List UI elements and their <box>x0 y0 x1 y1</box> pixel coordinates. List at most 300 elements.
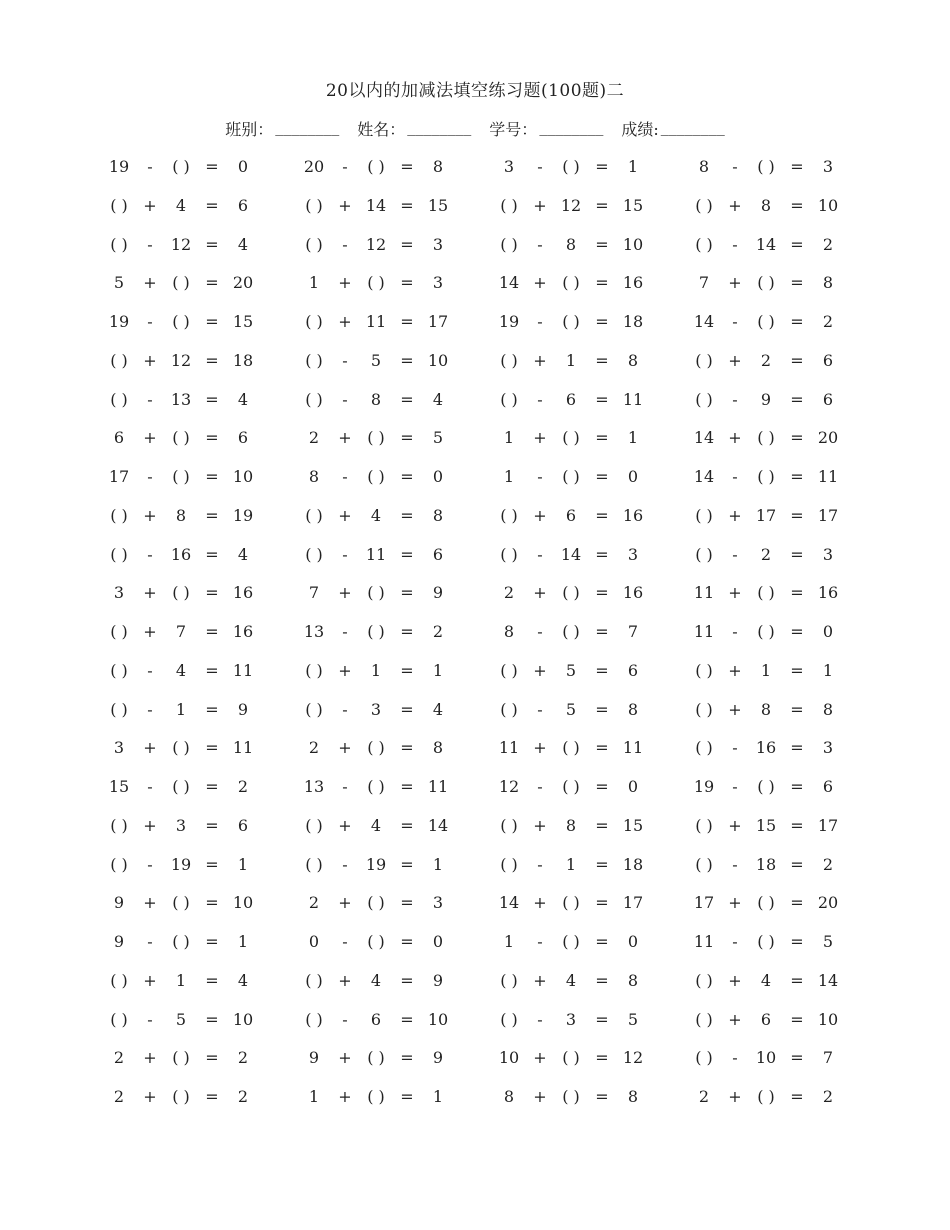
problem-first-term: 9 <box>308 1048 320 1068</box>
answer-blank[interactable]: ( ) <box>172 1087 190 1106</box>
problem-equals-sign: = <box>400 815 414 835</box>
problem-equals-sign: = <box>790 505 804 525</box>
answer-blank[interactable]: ( ) <box>172 312 190 331</box>
answer-blank[interactable]: ( ) <box>367 622 385 641</box>
answer-blank[interactable]: ( ) <box>305 970 323 990</box>
problem-result: 10 <box>232 467 254 486</box>
answer-blank[interactable]: ( ) <box>695 854 713 874</box>
problem-first-term: 11 <box>693 932 715 951</box>
answer-blank[interactable]: ( ) <box>305 699 323 719</box>
problem-equals-sign: = <box>595 1009 609 1029</box>
answer-blank[interactable]: ( ) <box>367 777 385 796</box>
problem-operator: + <box>728 350 742 370</box>
answer-blank[interactable]: ( ) <box>562 583 580 603</box>
score-blank[interactable]: ________ <box>660 117 725 136</box>
problem-operator: + <box>728 505 742 525</box>
problem-result: 0 <box>627 777 639 796</box>
problem-equals-sign: = <box>790 234 804 254</box>
problem-equals-sign: = <box>205 505 219 525</box>
problem-operator: - <box>342 622 348 641</box>
problem-second-term: 5 <box>565 660 577 680</box>
problem-equals-sign: = <box>400 932 414 951</box>
problem-result: 10 <box>427 350 449 370</box>
answer-blank[interactable]: ( ) <box>500 544 518 564</box>
problem-second-term: 1 <box>565 350 577 370</box>
problem-equals-sign: = <box>400 699 414 719</box>
answer-blank[interactable]: ( ) <box>367 738 385 758</box>
answer-blank[interactable]: ( ) <box>500 350 518 370</box>
answer-blank[interactable]: ( ) <box>110 350 128 370</box>
answer-blank[interactable]: ( ) <box>367 893 385 913</box>
problem-operator: - <box>147 234 153 254</box>
problem-operator: - <box>147 932 153 951</box>
problem-result: 17 <box>622 893 644 913</box>
answer-blank[interactable]: ( ) <box>500 970 518 990</box>
answer-blank[interactable]: ( ) <box>305 389 323 409</box>
answer-blank[interactable]: ( ) <box>562 157 580 176</box>
answer-blank[interactable]: ( ) <box>500 854 518 874</box>
problem-operator: + <box>728 195 742 215</box>
answer-blank[interactable]: ( ) <box>695 350 713 370</box>
answer-blank[interactable]: ( ) <box>695 815 713 835</box>
answer-blank[interactable]: ( ) <box>172 932 190 951</box>
problem-equals-sign: = <box>595 583 609 603</box>
problem-operator: + <box>728 970 742 990</box>
answer-blank[interactable]: ( ) <box>172 428 190 448</box>
problem-result: 3 <box>627 544 639 564</box>
problem-first-term: 14 <box>498 273 520 293</box>
answer-blank[interactable]: ( ) <box>172 583 190 603</box>
problem-operator: + <box>533 893 547 913</box>
problem-first-term: 0 <box>308 932 320 951</box>
problem-result: 8 <box>627 970 639 990</box>
problem-operator: - <box>537 932 543 951</box>
answer-blank[interactable]: ( ) <box>562 467 580 486</box>
answer-blank[interactable]: ( ) <box>367 428 385 448</box>
problem-second-term: 4 <box>370 505 382 525</box>
problem-first-term: 8 <box>503 1087 515 1106</box>
answer-blank[interactable]: ( ) <box>172 1048 190 1068</box>
problem-second-term: 8 <box>565 815 577 835</box>
problem-equals-sign: = <box>595 234 609 254</box>
problem-operator: - <box>732 622 738 641</box>
problem-equals-sign: = <box>790 195 804 215</box>
problem-operator: - <box>732 932 738 951</box>
problem-result: 1 <box>237 854 249 874</box>
problem-equals-sign: = <box>205 467 219 486</box>
class-blank[interactable]: ________ <box>275 117 340 136</box>
problem-equals-sign: = <box>400 234 414 254</box>
answer-blank[interactable]: ( ) <box>305 815 323 835</box>
problem-second-term: 8 <box>760 699 772 719</box>
answer-blank[interactable]: ( ) <box>695 544 713 564</box>
problem-second-term: 1 <box>565 854 577 874</box>
answer-blank[interactable]: ( ) <box>562 893 580 913</box>
answer-blank[interactable]: ( ) <box>110 234 128 254</box>
answer-blank[interactable]: ( ) <box>110 660 128 680</box>
problem-equals-sign: = <box>595 157 609 176</box>
problem-operator: - <box>147 389 153 409</box>
answer-blank[interactable]: ( ) <box>110 544 128 564</box>
problem-result: 0 <box>627 467 639 486</box>
answer-blank[interactable]: ( ) <box>305 544 323 564</box>
problem-equals-sign: = <box>205 583 219 603</box>
answer-blank[interactable]: ( ) <box>367 1048 385 1068</box>
problem-operator: + <box>143 893 157 913</box>
problem-operator: + <box>143 970 157 990</box>
problem-operator: + <box>143 1087 157 1106</box>
answer-blank[interactable]: ( ) <box>562 428 580 448</box>
problem-second-term: 2 <box>760 350 772 370</box>
problem-equals-sign: = <box>400 777 414 796</box>
problem-result: 2 <box>822 312 834 331</box>
problem-operator: + <box>143 195 157 215</box>
answer-blank[interactable]: ( ) <box>562 1087 580 1106</box>
answer-blank[interactable]: ( ) <box>757 932 775 951</box>
problem-result: 3 <box>822 738 834 758</box>
problem-operator: - <box>147 467 153 486</box>
problem-result: 1 <box>627 157 639 176</box>
problem-equals-sign: = <box>595 738 609 758</box>
problem-result: 2 <box>237 1087 249 1106</box>
problem-first-term: 11 <box>498 738 520 758</box>
answer-blank[interactable]: ( ) <box>110 854 128 874</box>
problem-result: 10 <box>622 234 644 254</box>
problem-first-term: 8 <box>308 467 320 486</box>
problem-result: 0 <box>432 932 444 951</box>
problem-equals-sign: = <box>400 970 414 990</box>
problem-result: 8 <box>627 350 639 370</box>
answer-blank[interactable]: ( ) <box>500 1009 518 1029</box>
problem-equals-sign: = <box>400 1048 414 1068</box>
problem-equals-sign: = <box>205 932 219 951</box>
answer-blank[interactable]: ( ) <box>562 932 580 951</box>
problem-result: 6 <box>627 660 639 680</box>
problem-equals-sign: = <box>595 1048 609 1068</box>
answer-blank[interactable]: ( ) <box>305 854 323 874</box>
problem-operator: - <box>537 389 543 409</box>
problem-result: 6 <box>822 389 834 409</box>
problem-operator: - <box>732 854 738 874</box>
problem-equals-sign: = <box>790 312 804 331</box>
problem-operator: - <box>342 157 348 176</box>
answer-blank[interactable]: ( ) <box>172 738 190 758</box>
problem-equals-sign: = <box>595 893 609 913</box>
problem-equals-sign: = <box>790 157 804 176</box>
problem-equals-sign: = <box>205 350 219 370</box>
problem-equals-sign: = <box>790 777 804 796</box>
problem-operator: + <box>533 350 547 370</box>
problem-first-term: 13 <box>303 777 325 796</box>
answer-blank[interactable]: ( ) <box>500 389 518 409</box>
problem-operator: + <box>143 273 157 293</box>
problem-result: 15 <box>622 195 644 215</box>
problem-equals-sign: = <box>595 467 609 486</box>
problem-equals-sign: = <box>595 970 609 990</box>
answer-blank[interactable]: ( ) <box>305 195 323 215</box>
problem-equals-sign: = <box>790 893 804 913</box>
problem-second-term: 14 <box>755 234 777 254</box>
problem-second-term: 14 <box>365 195 387 215</box>
answer-blank[interactable]: ( ) <box>757 1087 775 1106</box>
problem-operator: + <box>338 970 352 990</box>
problem-first-term: 6 <box>113 428 125 448</box>
problem-operator: + <box>143 1048 157 1068</box>
problem-equals-sign: = <box>790 273 804 293</box>
problem-equals-sign: = <box>400 312 414 331</box>
problem-operator: - <box>342 854 348 874</box>
problem-second-term: 3 <box>175 815 187 835</box>
answer-blank[interactable]: ( ) <box>367 467 385 486</box>
problem-second-term: 13 <box>170 389 192 409</box>
problem-first-term: 14 <box>498 893 520 913</box>
answer-blank[interactable]: ( ) <box>500 505 518 525</box>
problem-result: 1 <box>627 428 639 448</box>
answer-blank[interactable]: ( ) <box>500 815 518 835</box>
problem-result: 10 <box>232 893 254 913</box>
answer-blank[interactable]: ( ) <box>757 893 775 913</box>
problem-operator: - <box>342 234 348 254</box>
problem-second-term: 3 <box>370 699 382 719</box>
answer-blank[interactable]: ( ) <box>110 622 128 641</box>
page-title: 20以内的加减法填空练习题(100题)二 <box>325 81 625 101</box>
problem-operator: + <box>338 505 352 525</box>
answer-blank[interactable]: ( ) <box>110 1009 128 1029</box>
problem-operator: + <box>143 583 157 603</box>
problem-operator: - <box>732 738 738 758</box>
problem-second-term: 14 <box>560 544 582 564</box>
problem-result: 6 <box>237 195 249 215</box>
problem-result: 15 <box>232 312 254 331</box>
problem-first-term: 20 <box>303 157 325 176</box>
student-number-blank[interactable]: ________ <box>539 117 604 136</box>
problem-equals-sign: = <box>400 1009 414 1029</box>
problem-result: 9 <box>432 1048 444 1068</box>
problem-result: 8 <box>627 699 639 719</box>
answer-blank[interactable]: ( ) <box>695 1048 713 1068</box>
problem-result: 9 <box>432 970 444 990</box>
answer-blank[interactable]: ( ) <box>695 660 713 680</box>
problem-result: 5 <box>822 932 834 951</box>
problem-second-term: 2 <box>760 544 772 564</box>
answer-blank[interactable]: ( ) <box>172 777 190 796</box>
problem-result: 4 <box>237 544 249 564</box>
answer-blank[interactable]: ( ) <box>500 234 518 254</box>
problem-operator: - <box>732 777 738 796</box>
problem-equals-sign: = <box>205 699 219 719</box>
class-label: 班别： <box>225 120 274 139</box>
problem-operator: - <box>147 544 153 564</box>
answer-blank[interactable]: ( ) <box>695 970 713 990</box>
problem-first-term: 11 <box>693 622 715 641</box>
problem-second-term: 3 <box>565 1009 577 1029</box>
problem-operator: + <box>533 195 547 215</box>
problem-result: 2 <box>237 1048 249 1068</box>
problem-operator: - <box>537 1009 543 1029</box>
problem-first-term: 14 <box>693 428 715 448</box>
problem-operator: + <box>533 815 547 835</box>
problem-operator: - <box>342 350 348 370</box>
answer-blank[interactable]: ( ) <box>562 622 580 641</box>
problem-equals-sign: = <box>205 738 219 758</box>
problem-operator: + <box>338 583 352 603</box>
problem-equals-sign: = <box>595 273 609 293</box>
problem-equals-sign: = <box>790 350 804 370</box>
problem-equals-sign: = <box>595 428 609 448</box>
answer-blank[interactable]: ( ) <box>305 660 323 680</box>
problem-second-term: 12 <box>365 234 387 254</box>
problem-operator: - <box>147 312 153 331</box>
problem-first-term: 8 <box>698 157 710 176</box>
problem-result: 1 <box>432 854 444 874</box>
problem-equals-sign: = <box>400 350 414 370</box>
problem-first-term: 1 <box>503 467 515 486</box>
problem-result: 11 <box>622 389 644 409</box>
answer-blank[interactable]: ( ) <box>500 195 518 215</box>
problem-result: 4 <box>432 389 444 409</box>
problem-equals-sign: = <box>595 660 609 680</box>
problem-operator: - <box>147 157 153 176</box>
answer-blank[interactable]: ( ) <box>367 932 385 951</box>
answer-blank[interactable]: ( ) <box>695 234 713 254</box>
problem-second-term: 10 <box>755 1048 777 1068</box>
problem-equals-sign: = <box>595 312 609 331</box>
answer-blank[interactable]: ( ) <box>757 583 775 603</box>
problem-equals-sign: = <box>205 195 219 215</box>
answer-blank[interactable]: ( ) <box>110 815 128 835</box>
answer-blank[interactable]: ( ) <box>500 660 518 680</box>
score-field <box>621 117 724 140</box>
problem-first-term: 3 <box>113 583 125 603</box>
problem-operator: + <box>728 583 742 603</box>
answer-blank[interactable]: ( ) <box>172 893 190 913</box>
problem-second-term: 19 <box>365 854 387 874</box>
problem-operator: - <box>537 854 543 874</box>
answer-blank[interactable]: ( ) <box>305 1009 323 1029</box>
problem-result: 6 <box>822 777 834 796</box>
problem-second-term: 8 <box>370 389 382 409</box>
problem-equals-sign: = <box>790 970 804 990</box>
problem-result: 18 <box>622 312 644 331</box>
answer-blank[interactable]: ( ) <box>695 389 713 409</box>
problem-result: 10 <box>232 1009 254 1029</box>
problem-operator: - <box>342 467 348 486</box>
answer-blank[interactable]: ( ) <box>305 312 323 331</box>
problem-first-term: 9 <box>113 893 125 913</box>
problem-result: 6 <box>822 350 834 370</box>
problem-equals-sign: = <box>205 273 219 293</box>
problem-first-term: 14 <box>693 312 715 331</box>
answer-blank[interactable]: ( ) <box>562 312 580 331</box>
answer-blank[interactable]: ( ) <box>305 505 323 525</box>
problem-result: 2 <box>432 622 444 641</box>
answer-blank[interactable]: ( ) <box>172 273 190 293</box>
answer-blank[interactable]: ( ) <box>172 157 190 176</box>
answer-blank[interactable]: ( ) <box>562 273 580 293</box>
answer-blank[interactable]: ( ) <box>367 1087 385 1106</box>
problem-first-term: 17 <box>693 893 715 913</box>
problem-result: 18 <box>232 350 254 370</box>
problem-second-term: 11 <box>365 312 387 331</box>
problem-equals-sign: = <box>400 467 414 486</box>
name-blank[interactable]: ________ <box>407 117 472 136</box>
problem-equals-sign: = <box>790 699 804 719</box>
answer-blank[interactable]: ( ) <box>110 699 128 719</box>
name-label: 姓名： <box>357 120 406 139</box>
problem-result: 10 <box>817 195 839 215</box>
answer-blank[interactable]: ( ) <box>367 157 385 176</box>
answer-blank[interactable]: ( ) <box>305 350 323 370</box>
answer-blank[interactable]: ( ) <box>110 505 128 525</box>
problem-result: 0 <box>627 932 639 951</box>
problem-second-term: 7 <box>175 622 187 641</box>
problem-first-term: 13 <box>303 622 325 641</box>
answer-blank[interactable]: ( ) <box>757 312 775 331</box>
answer-blank[interactable]: ( ) <box>695 1009 713 1029</box>
answer-blank[interactable]: ( ) <box>562 777 580 796</box>
problem-operator: - <box>732 157 738 176</box>
problem-first-term: 10 <box>498 1048 520 1068</box>
problem-operator: + <box>338 1087 352 1106</box>
problem-equals-sign: = <box>205 854 219 874</box>
answer-blank[interactable]: ( ) <box>757 273 775 293</box>
problem-result: 6 <box>237 815 249 835</box>
problem-result: 20 <box>817 428 839 448</box>
problem-second-term: 8 <box>175 505 187 525</box>
answer-blank[interactable]: ( ) <box>367 583 385 603</box>
problem-operator: + <box>533 273 547 293</box>
answer-blank[interactable]: ( ) <box>562 738 580 758</box>
problem-result: 20 <box>232 273 254 293</box>
answer-blank[interactable]: ( ) <box>695 505 713 525</box>
problem-result: 3 <box>432 893 444 913</box>
answer-blank[interactable]: ( ) <box>500 699 518 719</box>
problem-equals-sign: = <box>400 854 414 874</box>
answer-blank[interactable]: ( ) <box>757 467 775 486</box>
problem-second-term: 19 <box>170 854 192 874</box>
answer-blank[interactable]: ( ) <box>757 428 775 448</box>
answer-blank[interactable]: ( ) <box>695 195 713 215</box>
answer-blank[interactable]: ( ) <box>757 777 775 796</box>
answer-blank[interactable]: ( ) <box>757 157 775 176</box>
problem-equals-sign: = <box>400 1087 414 1106</box>
answer-blank[interactable]: ( ) <box>695 699 713 719</box>
answer-blank[interactable]: ( ) <box>695 738 713 758</box>
student-number-field <box>489 117 603 140</box>
problem-second-term: 17 <box>755 505 777 525</box>
problem-equals-sign: = <box>205 1048 219 1068</box>
problem-second-term: 4 <box>760 970 772 990</box>
problem-operator: - <box>147 699 153 719</box>
answer-blank[interactable]: ( ) <box>757 622 775 641</box>
problem-result: 7 <box>822 1048 834 1068</box>
problem-result: 11 <box>232 738 254 758</box>
problem-operator: + <box>143 505 157 525</box>
problem-result: 11 <box>622 738 644 758</box>
problem-result: 18 <box>622 854 644 874</box>
answer-blank[interactable]: ( ) <box>172 467 190 486</box>
problem-operator: + <box>728 428 742 448</box>
answer-blank[interactable]: ( ) <box>305 234 323 254</box>
problem-equals-sign: = <box>790 1009 804 1029</box>
problem-operator: + <box>728 699 742 719</box>
problem-equals-sign: = <box>790 660 804 680</box>
answer-blank[interactable]: ( ) <box>562 1048 580 1068</box>
answer-blank[interactable]: ( ) <box>367 273 385 293</box>
answer-blank[interactable]: ( ) <box>110 195 128 215</box>
answer-blank[interactable]: ( ) <box>110 389 128 409</box>
answer-blank[interactable]: ( ) <box>110 970 128 990</box>
